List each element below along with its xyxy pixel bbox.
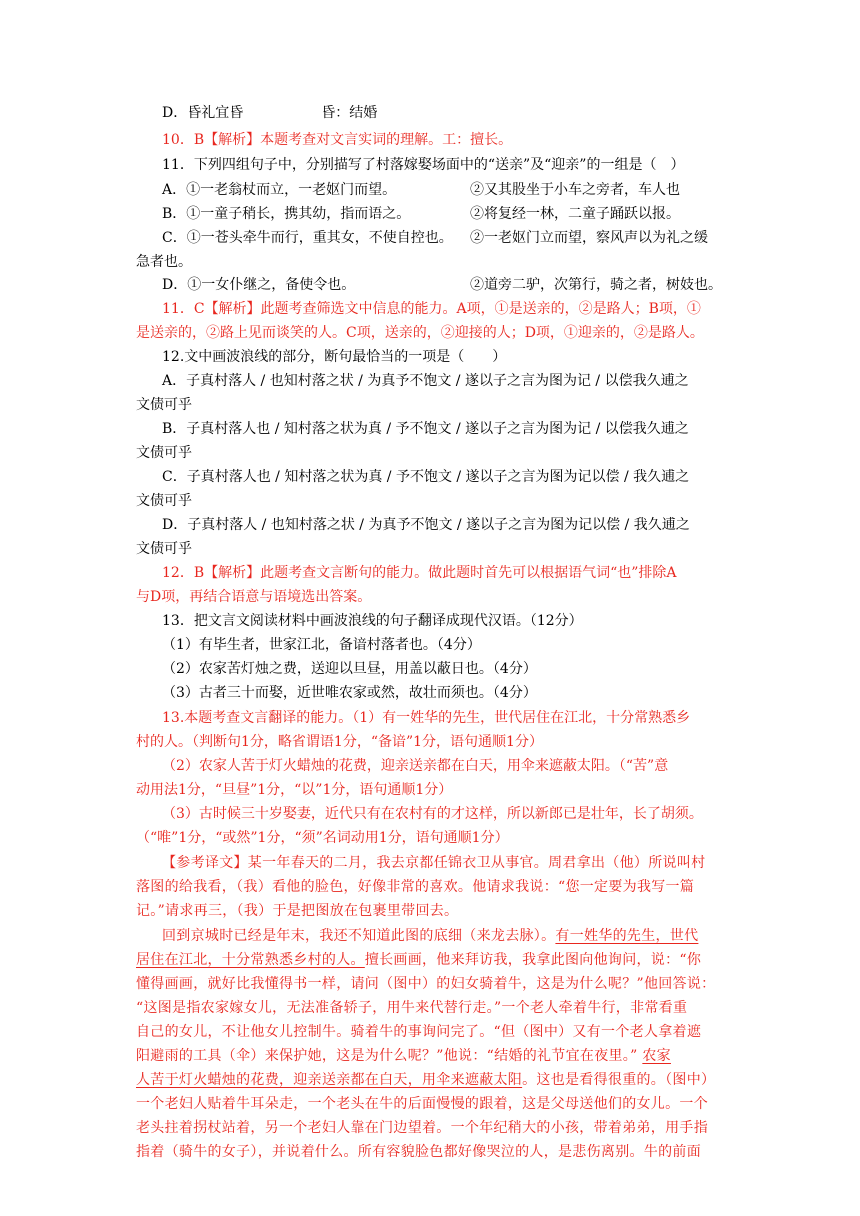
translation-line-2: 落图的给我看，（我）看他的脸色，好像非常的喜欢。他请求我说：“您一定要为我写一篇 (136, 879, 695, 895)
q11-option-d-2: ②道旁二驴，次第行，骑之者，树妓也。 (470, 277, 722, 293)
translation-line-13: 指着（骑牛的女子），并说着什么。所有容貌脸色都好像哭泣的人，是悲伤离别。牛的前面 (136, 1144, 701, 1160)
q13-answer-1: 13.本题考查文言翻译的能力。（1）有一姓华的先生，世代居住在江北，十分常熟悉乡 (162, 710, 691, 726)
q13-sentence-3: （3）古者三十而娶，近世唯农家或然，故壮而须也。（4分） (162, 685, 537, 701)
translation-line-8: 自己的女儿，不让他女儿控制牛。骑着牛的事询问完了。“但（图中）又有一个老人拿着遮 (136, 1024, 702, 1040)
translation-underlined-4: 人苦于灯火蜡烛的花费，迎亲送亲都在白天，用伞来遮蔽太阳 (136, 1072, 523, 1088)
q11-option-c-3: 急者也。 (136, 254, 192, 270)
q12-answer-1: 12．B【解析】此题考查文言断句的能力。做此题时首先可以根据语气词“也”排除A (162, 565, 677, 581)
q10-option-d-text: D．昏礼宜昏 (162, 105, 244, 121)
translation-line-4a: 回到京城时已经是年末，我还不知道此图的底细（来龙去脉）。 (162, 928, 556, 944)
translation-line-4 (162, 926, 698, 946)
q11-option-c-1: C．①一苍头牵牛而行，重其女，不使自控也。 (162, 230, 453, 246)
translation-line-7: “这图是指农家嫁女儿，无法准备轿子，用牛来代替行走。”一个老人牵着牛行，非常看重 (136, 1000, 688, 1016)
q10-option-d-gloss: 昏：结婚 (321, 105, 378, 121)
q11-answer-1: 11．C【解析】此题考查筛选文中信息的能力。A项，①是送亲的，②是路人；B项，① (162, 301, 701, 317)
q13-stem: 13．把文言文阅读材料中画波浪线的句子翻译成现代汉语。（12分） (162, 613, 583, 629)
q12-option-c-2: 文债可乎 (136, 493, 192, 509)
translation-line-9 (136, 1046, 671, 1066)
q12-option-a-1: A．子真村落人 / 也知村落之状 / 为真予不饱文 / 遂以子之言为图为记 / 以偿我久逋之 (162, 373, 689, 389)
translation-line-11: 一个老妇人贴着牛耳朵走，一个老头在牛的后面慢慢的跟着，这是父母送他们的女儿。一个 (136, 1096, 708, 1112)
q12-stem: 12.文中画波浪线的部分，断句最恰当的一项是（ ） (162, 349, 507, 365)
q11-option-c-2: ②一老妪门立而望，察风声以为礼之缓 (470, 230, 708, 246)
q12-option-d-2: 文债可乎 (136, 541, 192, 557)
translation-line-5b: 擅长画画，他来拜访我，我拿此图向他询问，说：“你 (364, 952, 702, 968)
translation-line-6: 懂得画画，就好比我懂得书一样，请问（图中）的妇女骑着牛，这是为什么呢？”他回答说： (136, 976, 716, 992)
q11-option-a (162, 180, 396, 200)
translation-underlined-1: 有一姓华的先生，世代 (555, 928, 699, 944)
q12-option-b-1: B．子真村落人也 / 知村落之状为真 / 予不饱文 / 遂以子之言为图为记 / 以偿我久逋之 (162, 421, 689, 437)
q13-answer-4: 动用法1分，“旦昼”1分，“以”1分，语句通顺1分） (136, 782, 453, 798)
q10-answer: 10．B【解析】本题考查对文言实词的理解。工：擅长。 (162, 132, 513, 148)
translation-line-12: 老头拄着拐杖站着，另一个老妇人靠在门边望着。一个年纪稍大的小孩，带着弟弟，用手指 (136, 1120, 708, 1136)
q12-option-b-2: 文债可乎 (136, 445, 192, 461)
q13-answer-2: 村的人。（判断句1分，略省谓语1分，“备谙”1分，语句通顺1分） (136, 734, 543, 750)
q11-option-a-1: A．①一老翁杖而立，一老妪门而望。 (162, 182, 397, 198)
translation-underlined-3: 农家 (642, 1048, 671, 1064)
translation-line-1: 【参考译文】某一年春天的二月，我去京都任锦衣卫从事官。周君拿出（他）所说叫村 (162, 855, 706, 871)
q13-sentence-2: （2）农家苦灯烛之费，送迎以旦昼，用盖以蔽日也。（4分） (162, 661, 537, 677)
translation-line-3: 记。”请求再三，（我）于是把图放在包裹里带回去。 (136, 903, 459, 919)
translation-line-5 (136, 950, 701, 970)
q13-answer-6: （“唯”1分，“或然”1分，“须”名词动用1分，语句通顺1分） (136, 830, 509, 846)
q13-answer-5: （3）古时候三十岁娶妻，近代只有在农村有的才这样，所以新郎已是壮年，长了胡须。 (162, 806, 703, 822)
translation-line-10 (136, 1070, 715, 1090)
q11-option-b-1: B．①一童子稍长，携其幼，指而语之。 (162, 206, 411, 222)
translation-line-9a: 阳避雨的工具（伞）来保护她，这是为什么呢？”他说：“结婚的礼节宜在夜里。” (136, 1048, 638, 1064)
q10-option-d (162, 103, 377, 123)
q11-option-d-1: D．①一女仆继之，备使令也。 (162, 277, 356, 293)
q11-stem: 11．下列四组句子中，分别描写了村落嫁娶场面中的“送亲”及“迎亲”的一组是（ ） (162, 157, 685, 173)
q12-option-d-1: D．子真村落人 / 也知村落之状 / 为真予不饱文 / 遂以子之言为图为记以偿 / 我久逋之 (162, 517, 690, 533)
q12-option-a-2: 文债可乎 (136, 397, 192, 413)
q12-answer-2: 与D项，再结合语意与语境选出答案。 (136, 589, 372, 605)
q12-option-c-1: C．子真村落人也 / 知村落之状为真 / 予不饱文 / 遂以子之言为图为记以偿 / 我久逋之 (162, 469, 690, 485)
translation-underlined-2: 居住在江北，十分常熟悉乡村的人。 (136, 952, 365, 968)
q11-option-b-2: ②将复经一林，二童子踊跃以报。 (470, 206, 680, 222)
q13-answer-3: （2）农家人苦于灯火蜡烛的花费，迎亲送亲都在白天，用伞来遮蔽太阳。（“苦”意 (162, 758, 669, 774)
q13-sentence-1: （1）有毕生者，世家江北，备谙村落者也。（4分） (162, 637, 481, 653)
q11-option-a-2: ②又其股坐于小车之旁者，车人也 (470, 182, 680, 198)
q11-answer-2: 是送亲的，②路上见而谈笑的人。C项，送亲的，②迎接的人；D项，①迎亲的，②是路人。 (136, 325, 704, 341)
translation-line-10b: 。这也是看得很重的。（图中） (522, 1072, 716, 1088)
